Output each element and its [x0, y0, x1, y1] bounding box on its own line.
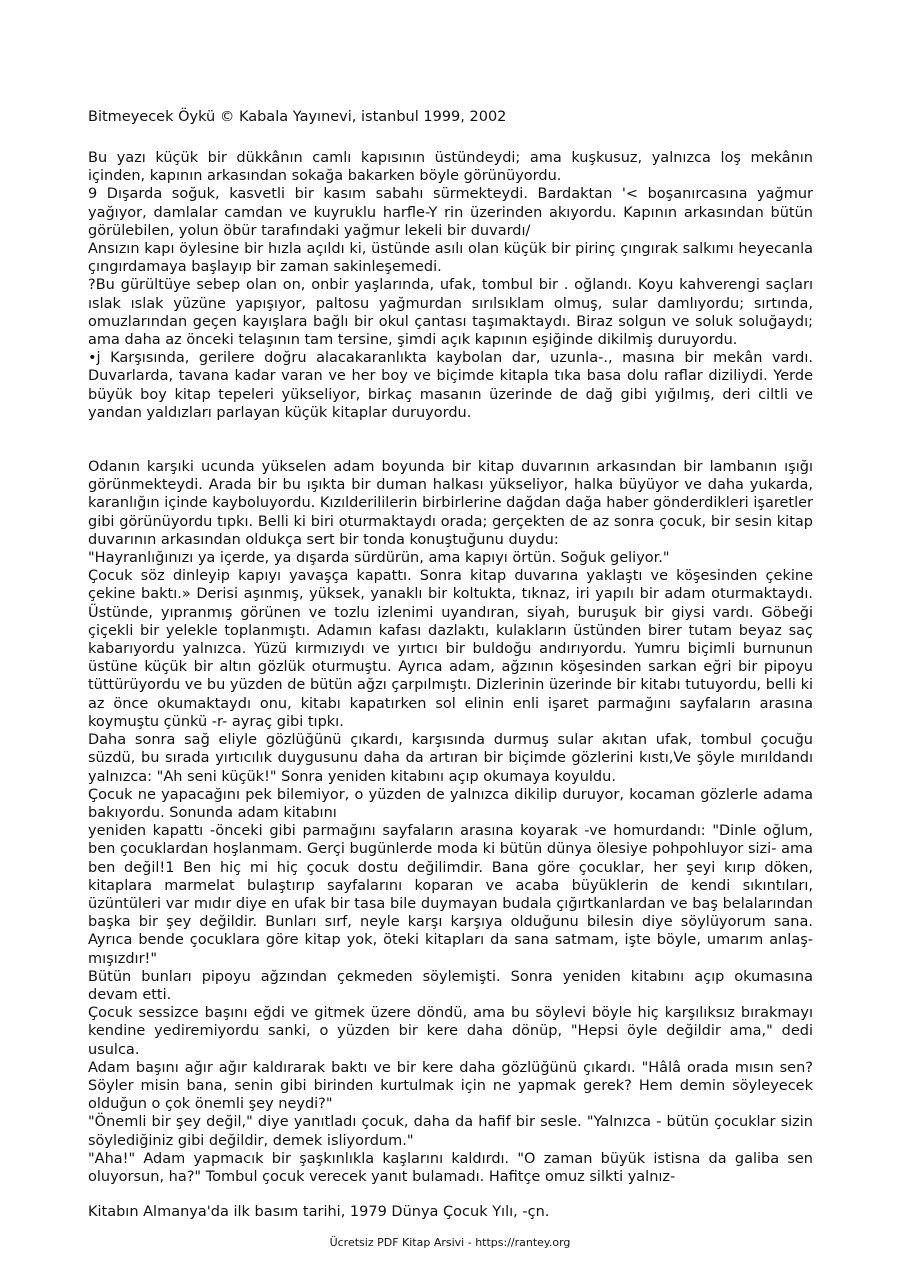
page-footer: Ücretsiz PDF Kitap Arsivi - https://rantey.org [329, 1236, 571, 1249]
paragraph: Adam başını ağır ağır kaldırarak baktı ve bir kere daha gözlüğünü çıkardı. "Hâlâ orada mısın sen? Söyler misin bana, senin gibi birinden kurtulmak için ne yapmak gerek? Hem demin söyleyecek olduğun o çok önemli şey neydi?" [88, 1059, 813, 1113]
footnote: Kitabın Almanya'da ilk basım tarihi, 1979 Dünya Çocuk Yılı, -çn. [88, 1204, 550, 1221]
paragraph: Çocuk sessizce başını eğdi ve gitmek üzere döndü, ama bu söylevi böyle hiç karşılıksız bırakmayı kendine yediremiyordu sanki, o yüzden bir kere daha dönüp, "Hepsi öyle değildir ama," dedi usulca. [88, 1005, 813, 1058]
paragraph: Bütün bunları pipoyu ağzından çekmeden söylemişti. Sonra yeniden kitabını açıp okumasına devam etti. [88, 968, 813, 1003]
text-block-2 [88, 458, 813, 1186]
paragraph: "Aha!" Adam yapmacık bir şaşkınlıkla kaşlarını kaldırdı. "O zaman büyük istisna da galiba sen oluyorsun, ha?" Tombul çocuk verecek yanıt bulamadı. Hafitçe omuz silkti yalnız- [88, 1150, 813, 1185]
paragraph: Ansızın kapı öylesine bir hızla açıldı ki, üstünde asılı olan küçük bir pirinç çıngırak salkımı heyecanla çıngırdamaya başlayıp bir zaman sakinleşemedi. [88, 241, 813, 276]
paragraph: Daha sonra sağ eliyle gözlüğünü çıkardı, karşısında durmuş sular akıtan ufak, tombul çocuğu süzdü, bu sırada yırtıcılık duygusunu daha da artıran bir biçimde gözlerini kıstı,Ve şöyle mırıldandı yalnızca: "Ah seni küçük!" Sonra yeniden kitabını açıp okumaya koyuldu. [88, 732, 813, 785]
text-block-1 [88, 149, 813, 422]
document-page [88, 108, 813, 1236]
paragraph: "Önemli bir şey değil," diye yanıtladı çocuk, daha da hafif bir sesle. "Yalnızca - bütün çocuklar sizin söylediğiniz gibi değildir, demek isliyordum." [88, 1114, 813, 1149]
paragraph: "Hayranlığınızı ya içerde, ya dışarda sürdürün, ama kapıyı örtün. Soğuk geliyor." [88, 550, 670, 567]
paragraph: 9 Dışarda soğuk, kasvetli bir kasım sabahı sürmekteydi. Bardaktan '< boşanırcasına yağmur yağıyor, damlalar camdan ve kuyruklu harfle-Y rin üzerinden akıyordu. Kapının arkasından bütün görülebilen, yolun öbür tarafındaki yağmur lekeli bir duvardı/ [88, 186, 813, 239]
paragraph: Odanın karşıki ucunda yükselen adam boyunda bir kitap duvarının arkasından bir lambanın ışığı görünmekteydi. Arada bir bu ışıkta bir duman halkası yükseliyor, halka büyüyor ve daha yukarda, karanlığın içinde kayboluyordu. Kızılderililerin birbirlerine dağdan dağa haber gönderdikleri işaretler gibi görünüyordu tıpkı. Belli ki biri oturmaktaydı orada; gerçekten de az sonra çocuk, bir sesin kitap duvarının arkasından oldukça sert bir tonda konuştuğunu duydu: [88, 459, 813, 548]
paragraph: yeniden kapattı -önceki gibi parmağını sayfaların arasına koyarak -ve homurdandı: "Dinle oğlum, ben çocuklardan hoşlanmam. Gerçi bugünlerde moda ki bütün dünya ölesiye pohpohluyor sizi- ama ben değil!1 Ben hiç mi hiç çocuk dostu değilimdir. Bana göre çocuklar, her şeyi kırıp döken, kitaplara marmelat bulaştırıp sayfalarını koparan ve acaba büyüklerin de kendi sıkıntıları, üzüntüleri var mıdır diye en ufak bir tasa bile duymayan budala çığırtkanlardan ve baş belalarından başka bir şey değildir. Bunları sırf, neyle karşı karşıya olduğunu bilesin diye söylüyorum sana. Ayrıca bende çocuklara göre kitap yok, öteki kitapları da sana satmam, işte böyle, umarım anlaş-mışızdır!" [88, 823, 813, 967]
section-gap [88, 422, 813, 440]
paragraph: Çocuk ne yapacağını pek bilemiyor, o yüzden de yalnızca dikilip duruyor, kocaman gözlerle adama bakıyordu. Sonunda adam kitabını [88, 786, 813, 821]
document-header: Bitmeyecek Öykü © Kabala Yayınevi, istanbul 1999, 2002 [88, 109, 507, 125]
paragraph: •j Karşısında, gerilere doğru alacakaranlıkta kaybolan dar, uzunla-., masına bir mekân vardı. Duvarlarda, tavana kadar varan ve her boy ve biçimde kitapla tıka basa dolu raflar diziliydi. Yerde büyük boy kitap tepeleri yükseliyor, birkaç masanın üzerinde de dağ gibi yığılmış, deri ciltli ve yandan yaldızları parlayan küçük kitaplar duruyordu. [88, 350, 813, 421]
paragraph: ?Bu gürültüye sebep olan on, onbir yaşlarında, ufak, tombul bir . oğlandı. Koyu kahverengi saçları ıslak ıslak yüzüne yapışıyor, paltosu yağmurdan sırılsıklam olmuş, sular damlıyordu; sırtında, omuzlarından geçen kayışlara bağlı bir okul çantası taşımaktaydı. Biraz solgun ve soluk soluğaydı; ama daha az önceki telaşının tam tersine, şimdi açık kapının eşiğinde dikilmiş duruyordu. [88, 277, 813, 349]
section-gap [88, 440, 813, 458]
paragraph: Çocuk söz dinleyip kapıyı yavaşça kapattı. Sonra kitap duvarına yaklaştı ve köşesinden çekine çekine baktı.» Derisi aşınmış, yüksek, yanaklı bir koltukta, tıknaz, iri yapılı bir adam oturmaktaydı. Üstünde, yıpranmış görünen ve tozlu izlenimi uyandıran, siyah, buruşuk bir giysi vardı. Göbeği çiçekli bir yelekle toplanmıştı. Adamın kafası dazlaktı, kulakların üstünden birer tutam beyaz saç kabarıyordu yalnızca. Yüzü kırmızıydı ve yırtıcı bir buldoğu andırıyordu. Yumru biçimli burnunun üstüne küçük bir altın gözlük oturmuştu. Ayrıca adam, ağzının köşesinden sarkan eğri bir pipoyu tüttürüyordu ve bu yüzden de bütün ağzı çarpılmıştı. Dizlerinin üzerinde bir kitabı tutuyordu, belli ki az önce okumaktaydı onu, kitabı kapatırken sol elinin enli işaret parmağını sayfaların arasına koymuştu çünkü -r- ayraç gibi tıpkı. [88, 568, 813, 730]
paragraph: Bu yazı küçük bir dükkânın camlı kapısının üstündeydi; ama kuşkusuz, yalnızca loş mekânın içinden, kapının arkasından sokağa bakarken böyle görünüyordu. [88, 150, 813, 185]
